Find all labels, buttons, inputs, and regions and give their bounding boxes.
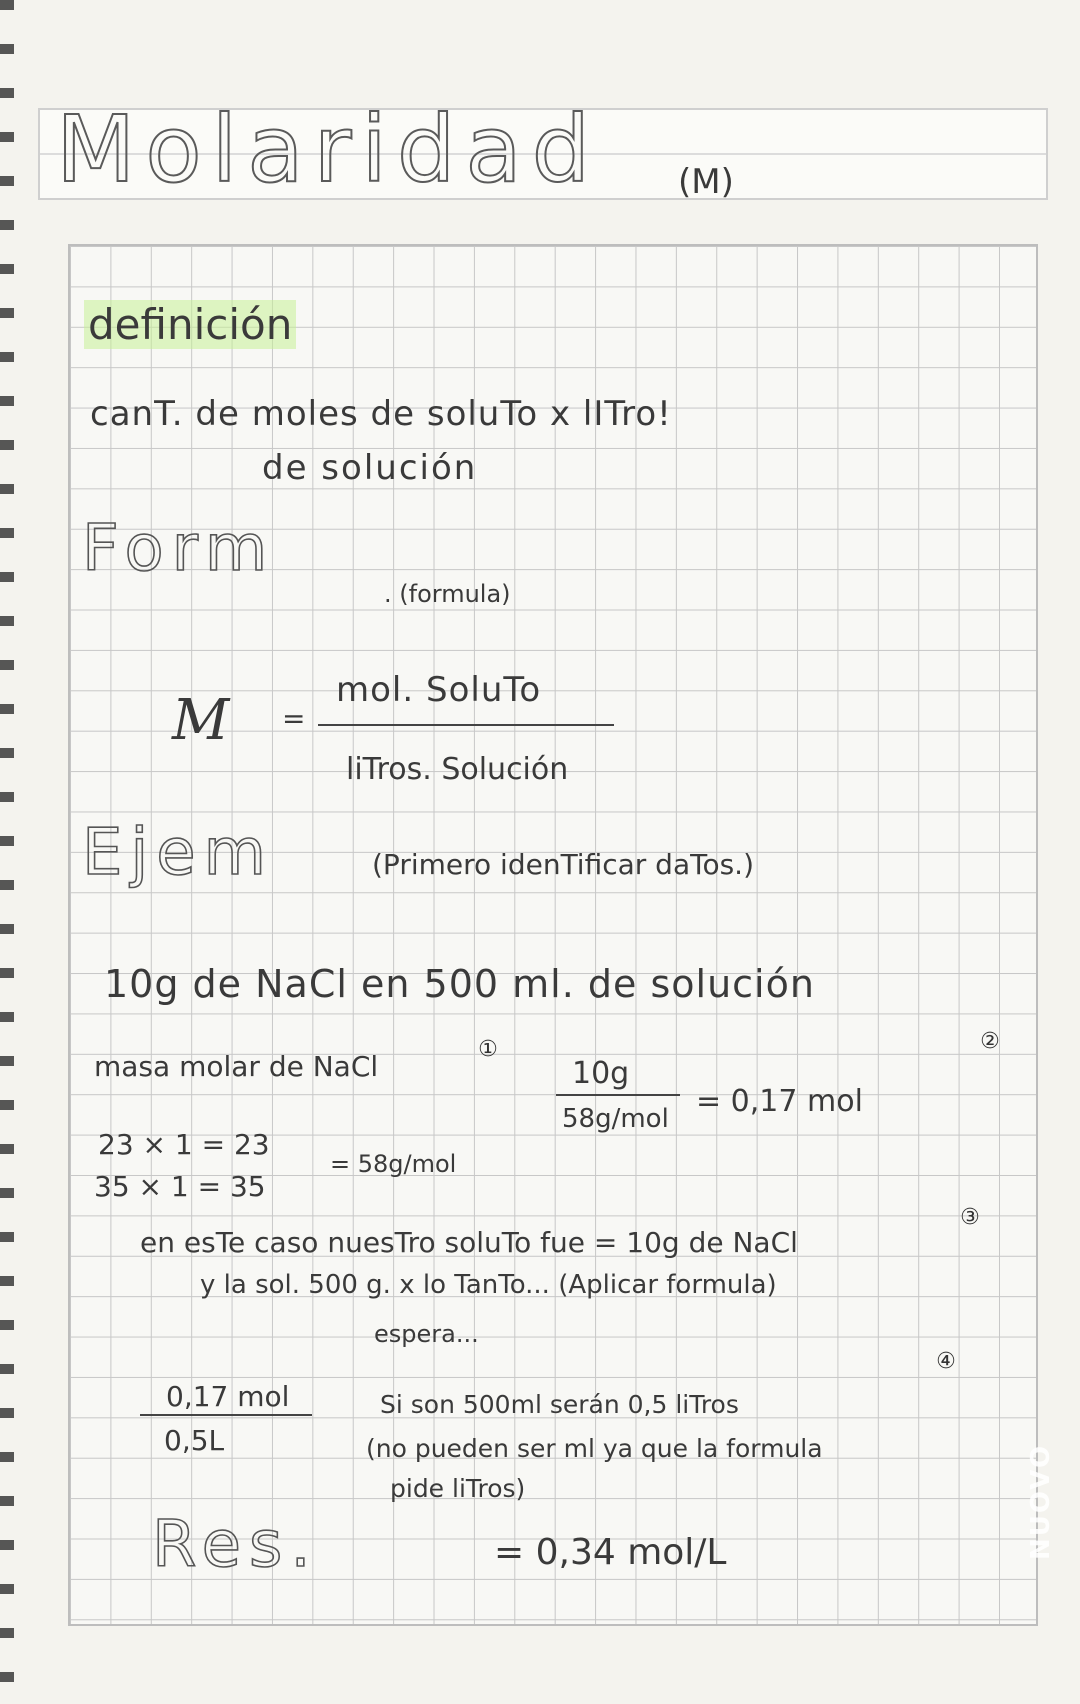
definition-heading: definición [84,300,296,349]
page-title: Molaridad [56,96,601,203]
result-label: Res. [152,1508,319,1582]
step-marker-1: ① [478,1037,498,1062]
moles-fraction-line [556,1094,680,1096]
definition-line1: canT. de moles de soluTo x lITro! [90,394,672,434]
definition-line2: de solución [262,448,478,488]
example-note: (Primero idenTificar daTos.) [372,848,755,881]
formula-equals: = [282,702,306,735]
step-marker-4: ④ [936,1349,956,1374]
formula-numerator: mol. SoluTo [336,670,542,710]
final-fraction-line [140,1414,312,1416]
note2-line3: pide liTros) [390,1474,526,1503]
note2-line2: (no pueden ser ml ya que la formula [366,1434,823,1463]
result-value: = 0,34 mol/L [494,1532,727,1573]
example-heading: Ejem [82,816,274,890]
moles-denominator: 58g/mol [562,1104,669,1134]
step3-line2: y la sol. 500 g. x lo TanTo... (Aplicar formula) [200,1270,777,1300]
formula-fraction-line [318,724,614,726]
notebook-brand-watermark: NUOVO [1026,1443,1056,1560]
notebook-spiral [0,0,14,1704]
moles-result: = 0,17 mol [696,1084,863,1119]
final-numerator: 0,17 mol [166,1380,290,1413]
title-unit: (M) [678,162,734,202]
formula-denominator: liTros. Solución [346,752,569,787]
molar-calc-line2: 35 × 1 = 35 [94,1170,266,1203]
step-marker-2: ② [980,1029,1000,1054]
molar-calc-line1: 23 × 1 = 23 [98,1128,270,1161]
formula-heading-suffix: . (formula) [384,580,511,608]
note2-line1: Si son 500ml serán 0,5 liTros [380,1390,739,1419]
final-denominator: 0,5L [164,1424,225,1457]
step3-line3: espera... [374,1320,479,1348]
formula-heading: Form [82,512,276,586]
molar-mass-result: = 58g/mol [330,1150,457,1178]
formula-symbol: M [172,688,230,753]
step3-line1: en esTe caso nuesTro soluTo fue = 10g de NaCl [140,1226,798,1259]
step-marker-3: ③ [960,1205,980,1230]
example-statement: 10g de NaCl en 500 ml. de solución [104,962,815,1006]
moles-numerator: 10g [572,1056,630,1091]
molar-mass-label: masa molar de NaCl [94,1050,379,1083]
